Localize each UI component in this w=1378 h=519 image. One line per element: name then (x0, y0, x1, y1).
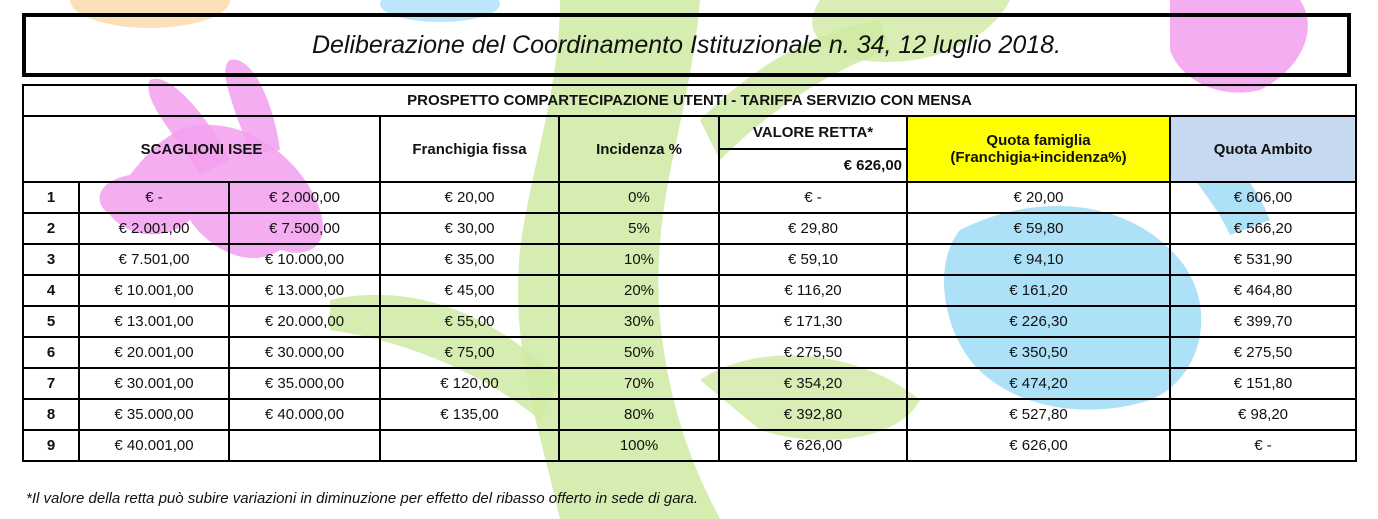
cell-incidenza: 50% (559, 337, 719, 368)
table-row (23, 182, 1356, 213)
row-number: 9 (23, 430, 79, 461)
cell-incidenza: 5% (559, 213, 719, 244)
footnote: *Il valore della retta può subire variazioni in diminuzione per effetto del ribasso offerto in sede di gara. (26, 490, 699, 507)
cell-retta: € 275,50 (719, 337, 907, 368)
cell-franchigia: € 30,00 (380, 213, 559, 244)
cell-isee-from: € 20.001,00 (79, 337, 229, 368)
cell-incidenza: 70% (559, 368, 719, 399)
document-title-box (22, 13, 1351, 77)
cell-franchigia: € 20,00 (380, 182, 559, 213)
cell-retta: € 116,20 (719, 275, 907, 306)
cell-retta: € 354,20 (719, 368, 907, 399)
cell-quota-famiglia: € 161,20 (907, 275, 1170, 306)
cell-quota-famiglia: € 474,20 (907, 368, 1170, 399)
cell-isee-from: € 2.001,00 (79, 213, 229, 244)
cell-retta: € 392,80 (719, 399, 907, 430)
cell-franchigia: € 55,00 (380, 306, 559, 337)
cell-quota-ambito: € 275,50 (1170, 337, 1356, 368)
cell-quota-ambito: € - (1170, 430, 1356, 461)
table-row (23, 275, 1356, 306)
header-quota-famiglia-line1: Quota famiglia (986, 132, 1091, 149)
cell-retta: € 626,00 (719, 430, 907, 461)
cell-quota-famiglia: € 20,00 (907, 182, 1170, 213)
cell-isee-to: € 10.000,00 (229, 244, 380, 275)
table-title: PROSPETTO COMPARTECIPAZIONE UTENTI - TARIFFA SERVIZIO CON MENSA (23, 85, 1356, 116)
header-row-1 (23, 116, 1356, 149)
row-number: 1 (23, 182, 79, 213)
cell-franchigia (380, 430, 559, 461)
cell-isee-from: € 35.000,00 (79, 399, 229, 430)
cell-franchigia: € 75,00 (380, 337, 559, 368)
table-row (23, 337, 1356, 368)
cell-isee-to: € 7.500,00 (229, 213, 380, 244)
table-row (23, 430, 1356, 461)
cell-isee-to: € 13.000,00 (229, 275, 380, 306)
cell-quota-ambito: € 151,80 (1170, 368, 1356, 399)
cell-isee-to (229, 430, 380, 461)
header-franchigia: Franchigia fissa (380, 116, 559, 182)
header-incidenza: Incidenza % (559, 116, 719, 182)
cell-quota-ambito: € 531,90 (1170, 244, 1356, 275)
cell-quota-famiglia: € 94,10 (907, 244, 1170, 275)
cell-incidenza: 20% (559, 275, 719, 306)
cell-retta: € 171,30 (719, 306, 907, 337)
cell-isee-from: € - (79, 182, 229, 213)
cell-retta: € 29,80 (719, 213, 907, 244)
cell-isee-from: € 30.001,00 (79, 368, 229, 399)
header-quota-famiglia (907, 116, 1170, 182)
cell-incidenza: 0% (559, 182, 719, 213)
cell-retta: € - (719, 182, 907, 213)
header-valore-retta: VALORE RETTA* (719, 116, 907, 149)
row-number: 8 (23, 399, 79, 430)
cell-quota-famiglia: € 226,30 (907, 306, 1170, 337)
cell-quota-famiglia: € 350,50 (907, 337, 1170, 368)
cell-franchigia: € 120,00 (380, 368, 559, 399)
cell-quota-ambito: € 464,80 (1170, 275, 1356, 306)
cell-incidenza: 10% (559, 244, 719, 275)
cell-quota-ambito: € 98,20 (1170, 399, 1356, 430)
cell-franchigia: € 135,00 (380, 399, 559, 430)
cell-quota-ambito: € 399,70 (1170, 306, 1356, 337)
header-valore-retta-amount: € 626,00 (719, 149, 907, 182)
tariff-table (22, 84, 1357, 462)
row-number: 3 (23, 244, 79, 275)
cell-quota-ambito: € 566,20 (1170, 213, 1356, 244)
table-row (23, 399, 1356, 430)
cell-isee-from: € 13.001,00 (79, 306, 229, 337)
cell-isee-to: € 40.000,00 (229, 399, 380, 430)
cell-isee-from: € 7.501,00 (79, 244, 229, 275)
cell-isee-to: € 35.000,00 (229, 368, 380, 399)
cell-isee-to: € 30.000,00 (229, 337, 380, 368)
cell-isee-to: € 2.000,00 (229, 182, 380, 213)
row-number: 5 (23, 306, 79, 337)
cell-franchigia: € 35,00 (380, 244, 559, 275)
cell-quota-famiglia: € 527,80 (907, 399, 1170, 430)
row-number: 6 (23, 337, 79, 368)
document-title: Deliberazione del Coordinamento Istituzionale n. 34, 12 luglio 2018. (311, 30, 1062, 59)
cell-incidenza: 100% (559, 430, 719, 461)
header-quota-famiglia-line2: (Franchigia+incidenza%) (950, 149, 1127, 166)
cell-quota-famiglia: € 59,80 (907, 213, 1170, 244)
cell-franchigia: € 45,00 (380, 275, 559, 306)
cell-quota-famiglia: € 626,00 (907, 430, 1170, 461)
table-row (23, 213, 1356, 244)
header-scaglioni: SCAGLIONI ISEE (23, 116, 380, 182)
row-number: 2 (23, 213, 79, 244)
table-title-row (23, 85, 1356, 116)
row-number: 4 (23, 275, 79, 306)
cell-quota-ambito: € 606,00 (1170, 182, 1356, 213)
table-row (23, 368, 1356, 399)
header-quota-ambito: Quota Ambito (1170, 116, 1356, 182)
cell-incidenza: 80% (559, 399, 719, 430)
cell-retta: € 59,10 (719, 244, 907, 275)
table-row (23, 244, 1356, 275)
cell-isee-from: € 10.001,00 (79, 275, 229, 306)
table-row (23, 306, 1356, 337)
cell-incidenza: 30% (559, 306, 719, 337)
cell-isee-to: € 20.000,00 (229, 306, 380, 337)
row-number: 7 (23, 368, 79, 399)
cell-isee-from: € 40.001,00 (79, 430, 229, 461)
